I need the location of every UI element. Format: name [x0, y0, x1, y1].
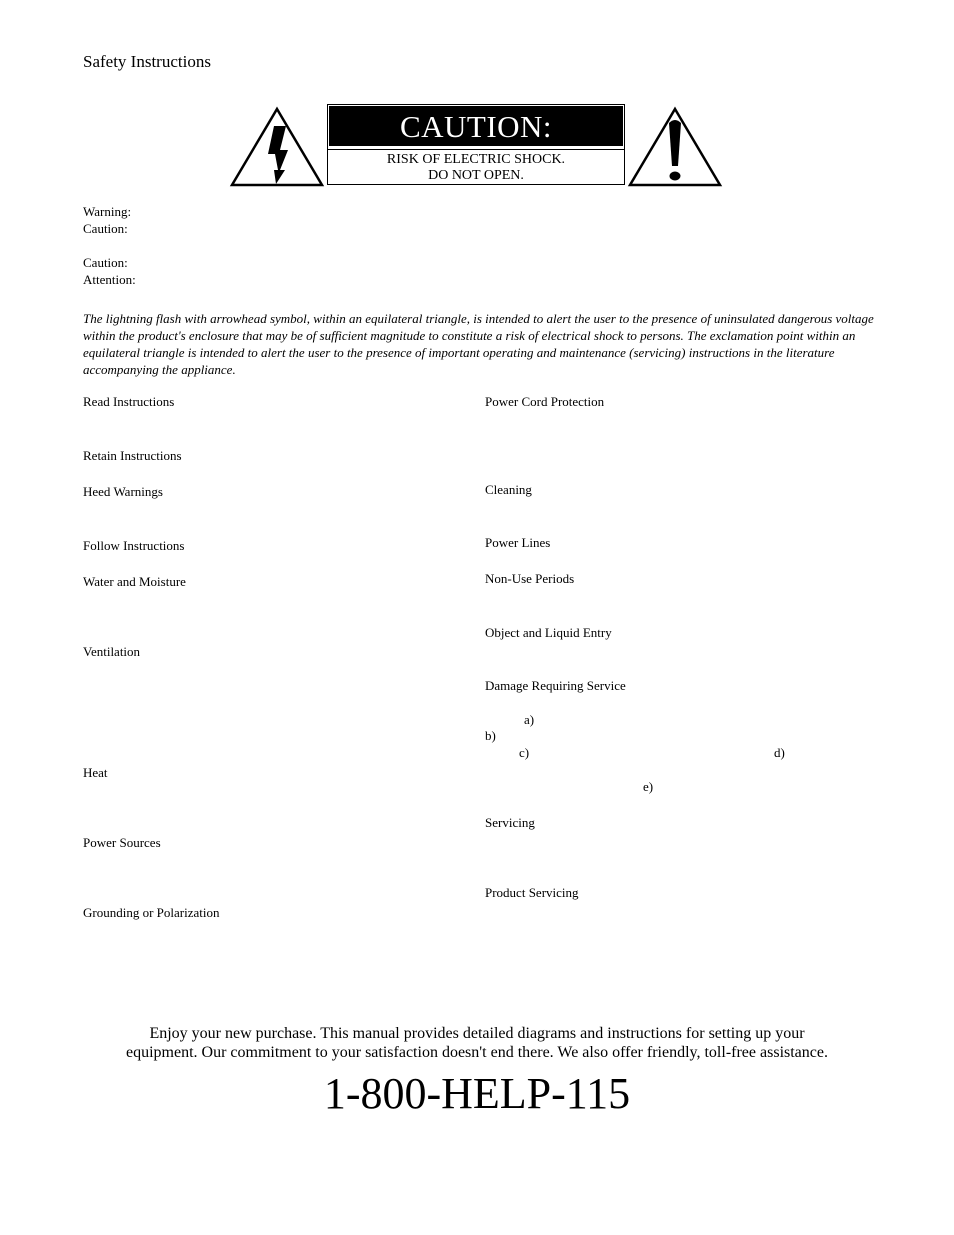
intro-line-1: Enjoy your new purchase. This manual provides detailed diagrams and instructions for setting up your — [149, 1025, 805, 1042]
help-phone-number: 1-800-HELP-115 — [323, 1069, 631, 1118]
heading-retain-instructions: Retain Instructions — [83, 448, 182, 463]
heading-power-sources: Power Sources — [83, 835, 161, 850]
heading-power-cord-protection: Power Cord Protection — [485, 394, 605, 409]
damage-item-b: b) — [485, 728, 496, 743]
heading-heat: Heat — [83, 765, 108, 780]
heading-damage-requiring-service: Damage Requiring Service — [485, 678, 626, 693]
caution-line-2: DO NOT OPEN. — [428, 168, 524, 183]
symbol-explanation: The lightning flash with arrowhead symbol, within an equilateral triangle, is intended to alert the user to the presence of uninsulated dangerous voltage within the product's enclosure that may be of sufficient magnitude to constitute a risk of electrical shock to persons. The exclamation point within an equilateral triangle is intended to alert the user to the presence of important operating and maintenance (servicing) instructions in the literature accompanying the appliance. — [83, 311, 874, 377]
warning-label: Warning: — [83, 204, 132, 219]
heading-non-use-periods: Non-Use Periods — [485, 571, 575, 586]
caution-box — [327, 104, 625, 185]
caution-label: Caution: — [83, 221, 128, 236]
attention-label: Attention: — [83, 272, 136, 287]
exclamation-warning-icon — [627, 106, 723, 188]
caution-divider — [328, 149, 624, 150]
caution-line-1: RISK OF ELECTRIC SHOCK. — [386, 152, 566, 167]
heading-product-servicing: Product Servicing — [485, 885, 579, 900]
heading-servicing: Servicing — [485, 815, 535, 830]
damage-item-a: a) — [524, 712, 535, 727]
heading-follow-instructions: Follow Instructions — [83, 538, 185, 553]
page-title: Safety Instructions — [83, 52, 211, 71]
damage-item-d: d) — [774, 745, 785, 760]
damage-item-e: e) — [643, 779, 654, 794]
caution-body — [328, 152, 624, 184]
heading-grounding-or-polarization: Grounding or Polarization — [83, 905, 220, 920]
caution-label: Caution: — [83, 255, 128, 270]
heading-object-and-liquid-entry: Object and Liquid Entry — [485, 625, 612, 640]
caution-header: CAUTION: — [329, 106, 623, 146]
heading-power-lines: Power Lines — [485, 535, 551, 550]
heading-ventilation: Ventilation — [83, 644, 141, 659]
damage-item-c: c) — [519, 745, 530, 760]
lightning-warning-icon — [229, 106, 325, 188]
heading-cleaning: Cleaning — [485, 482, 532, 497]
heading-read-instructions: Read Instructions — [83, 394, 175, 409]
intro-line-2: equipment. Our commitment to your satisfaction doesn't end there. We also offer friendly, toll-free assistance. — [126, 1044, 828, 1061]
heading-heed-warnings: Heed Warnings — [83, 484, 163, 499]
heading-water-and-moisture: Water and Moisture — [83, 574, 186, 589]
intro-paragraph — [0, 1024, 954, 1062]
